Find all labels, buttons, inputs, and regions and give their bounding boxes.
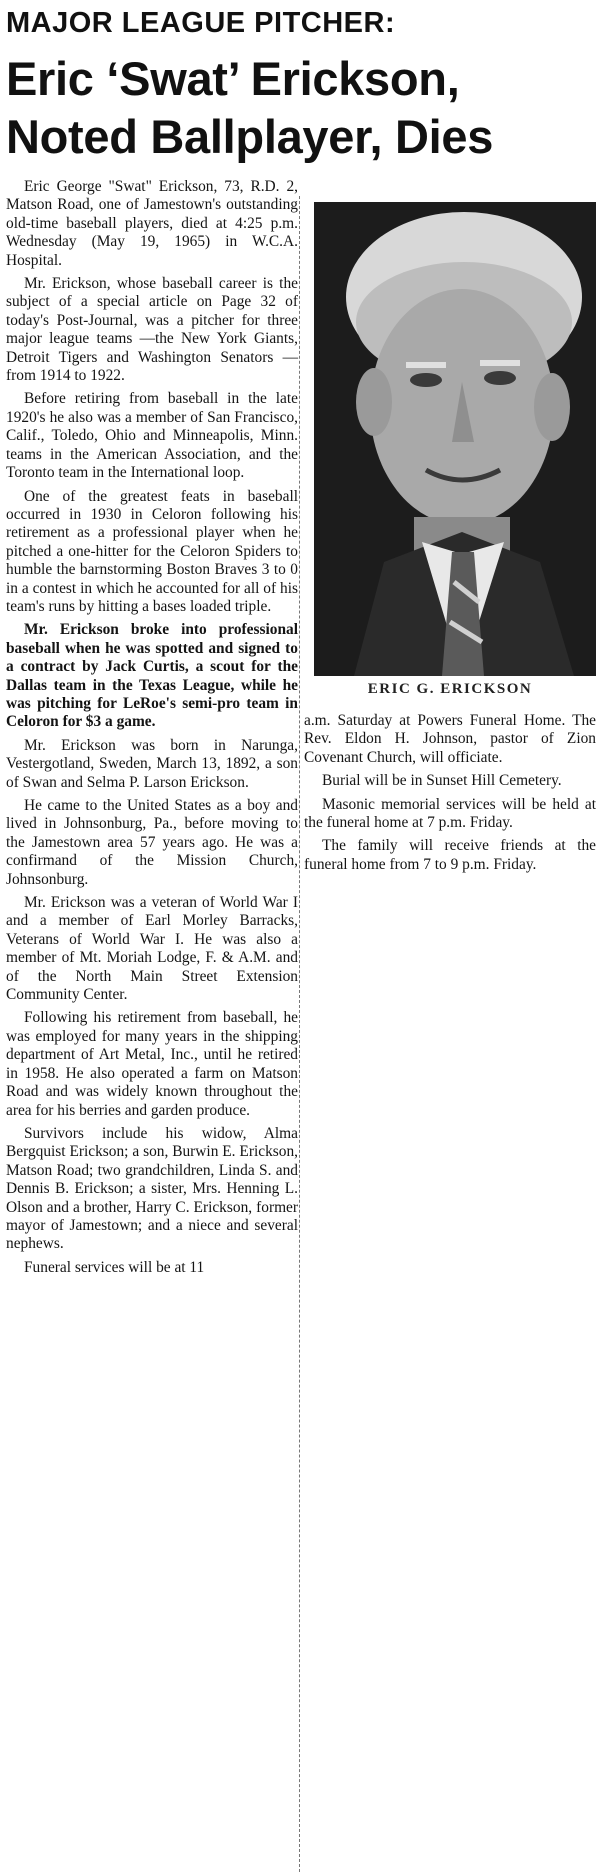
article-column-left [6, 178, 298, 1282]
paragraph-3: Before retiring from baseball in the late 1920's he also was a member of San Francisco, Calif., Toledo, Ohio and Minneapolis, Minn. teams in the American Association, and the Toronto team in the International loop. [6, 390, 298, 482]
paragraph-9: Following his retirement from baseball, he was employed for many years in the shipping department of Art Metal, Inc., until he retired in 1958. He also operated a farm on Matson Road and was widely known throughout the area for his berries and garden produce. [6, 1009, 298, 1119]
paragraph-15: The family will receive friends at the funeral home from 7 to 9 p.m. Friday. [304, 837, 596, 873]
kicker-heading: MAJOR LEAGUE PITCHER: [6, 7, 396, 39]
photo-caption: ERIC G. ERICKSON [367, 681, 533, 697]
paragraph-12: a.m. Saturday at Powers Funeral Home. The Rev. Eldon H. Johnson, pastor of Zion Covenant Church, will officiate. [304, 712, 596, 766]
headline [6, 50, 536, 166]
paragraph-5: Mr. Erickson broke into professional baseball when he was spotted and signed to a contract by Jack Curtis, a scout for the Dallas team in the Texas League, while he was pitching for LeRoe's semi-pro team in Celoron for $3 a game. [6, 621, 298, 731]
paragraph-11: Funeral services will be at 11 [24, 1258, 205, 1276]
headline-line-2: Noted Ballplayer, Dies [6, 110, 494, 163]
column-divider [299, 196, 300, 1872]
paragraph-4: One of the greatest feats in baseball occurred in 1930 in Celoron following his retirement as a professional player when he pitched a one-hitter for the Celoron Spiders to humble the barnstorming Boston Braves 3 to 0 in a contest in which he accounted for all of his team's runs by hitting a bases loaded triple. [6, 487, 298, 615]
paragraph-7: He came to the United States as a boy and lived in Johnsonburg, Pa., before moving to the Jamestown area 57 years ago. He was a confirmand of the Mission Church, Johnsonburg. [6, 797, 298, 888]
paragraph-6: Mr. Erickson was born in Narunga, Vestergotland, Sweden, March 13, 1892, a son of Swan and Selma P. Larson Erickson. [6, 736, 298, 791]
paragraph-14: Masonic memorial services will be held at the funeral home at 7 p.m. Friday. [304, 795, 596, 832]
paragraph-10: Survivors include his widow, Alma Bergquist Erickson; a son, Burwin E. Erickson, Matson Road; two grandchildren, Linda S. and Dennis B. Erickson; a sister, Mrs. Henning L. Olson and a brother, Harry C. Erickson, former mayor of Jamestown; and a niece and several nephews. [6, 1124, 298, 1253]
paragraph-13: Burial will be in Sunset Hill Cemetery. [322, 772, 562, 790]
portrait-photo [314, 202, 596, 676]
headline-line-1: Eric ‘Swat’ Erickson, [6, 52, 460, 105]
article-column-right [304, 712, 596, 879]
paragraph-8: Mr. Erickson was a veteran of World War I and a member of Earl Morley Barracks, Veterans of World War I. He was also a member of Mt. Moriah Lodge, F. & A.M. and of the North Main Street Extension Community Center. [6, 894, 298, 1004]
paragraph-1: Eric George "Swat" Erickson, 73, R.D. 2, Matson Road, one of Jamestown's outstanding old-time baseball players, died at 4:25 p.m. Wednesday (May 19, 1965) in W.C.A. Hospital. [6, 178, 298, 269]
paragraph-2: Mr. Erickson, whose baseball career is the subject of a special article on Page 32 of today's Post-Journal, was a pitcher for three major league teams —the New York Giants, Detroit Tigers and Washington Senators —from 1914 to 1922. [6, 275, 298, 385]
